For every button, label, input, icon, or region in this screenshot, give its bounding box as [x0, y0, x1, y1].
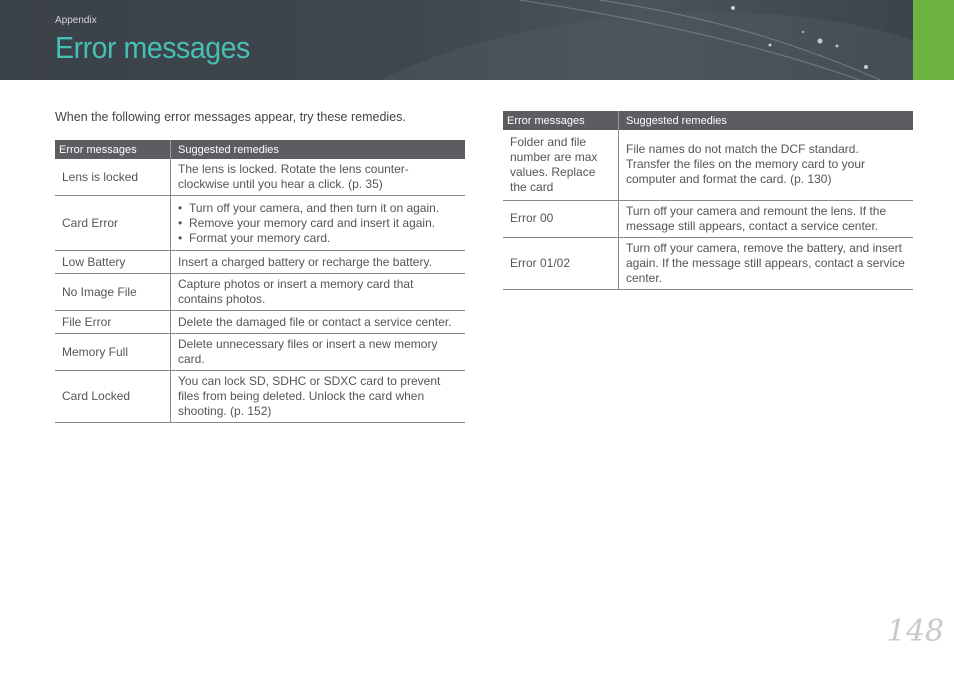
error-name: Low Battery: [55, 251, 171, 274]
error-table-left: [55, 140, 465, 423]
remedy-list-item: • Remove your memory card and insert it again.: [178, 216, 458, 231]
error-name: Card Locked: [55, 371, 171, 423]
error-remedy: You can lock SD, SDHC or SDXC card to prevent files from being deleted. Unlock the card when shooting. (p. 152): [171, 371, 466, 423]
error-remedy: The lens is locked. Rotate the lens counter-clockwise until you hear a click. (p. 35): [171, 159, 466, 196]
remedy-list-item: • Turn off your camera, and then turn it on again.: [178, 201, 458, 216]
page-number: 148: [886, 614, 944, 649]
error-remedy: [171, 196, 466, 251]
table-row: [503, 130, 913, 200]
table-header-row: [55, 140, 465, 159]
error-remedy: File names do not match the DCF standard. Transfer the files on the memory card to your computer and format the card. (p. 130): [619, 130, 914, 200]
error-remedy: Capture photos or insert a memory card that contains photos.: [171, 274, 466, 311]
chapter-tab: [913, 0, 954, 80]
remedy-list: [178, 201, 458, 246]
column-header-remedy: Suggested remedies: [619, 111, 914, 130]
error-name: Lens is locked: [55, 159, 171, 196]
table-row: [55, 251, 465, 274]
table-row: [55, 274, 465, 311]
error-name: No Image File: [55, 274, 171, 311]
error-remedy: Insert a charged battery or recharge the battery.: [171, 251, 466, 274]
page-title: Error messages: [55, 30, 250, 65]
table-row: [55, 371, 465, 423]
error-name: Folder and file number are max values. Replace the card: [503, 130, 619, 200]
table-row: [503, 237, 913, 289]
table-row: [55, 334, 465, 371]
error-table-right: [503, 111, 913, 290]
error-remedy: Turn off your camera, remove the battery, and insert again. If the message still appears, contact a service center.: [619, 237, 914, 289]
error-name: Memory Full: [55, 334, 171, 371]
table-row: [55, 159, 465, 196]
column-header-remedy: Suggested remedies: [171, 140, 466, 159]
error-name: Error 01/02: [503, 237, 619, 289]
table-row: [55, 196, 465, 251]
table-row: [503, 200, 913, 237]
table-row: [55, 311, 465, 334]
error-remedy: Delete unnecessary files or insert a new memory card.: [171, 334, 466, 371]
error-name: File Error: [55, 311, 171, 334]
table-header-row: [503, 111, 913, 130]
column-header-error: Error messages: [55, 140, 171, 159]
page-header: [0, 0, 913, 80]
intro-text: When the following error messages appear, try these remedies.: [55, 110, 406, 124]
error-remedy: Turn off your camera and remount the lens. If the message still appears, contact a service center.: [619, 200, 914, 237]
error-remedy: Delete the damaged file or contact a service center.: [171, 311, 466, 334]
column-header-error: Error messages: [503, 111, 619, 130]
error-name: Card Error: [55, 196, 171, 251]
error-name: Error 00: [503, 200, 619, 237]
section-label: Appendix: [55, 15, 97, 26]
remedy-list-item: • Format your memory card.: [178, 231, 458, 246]
